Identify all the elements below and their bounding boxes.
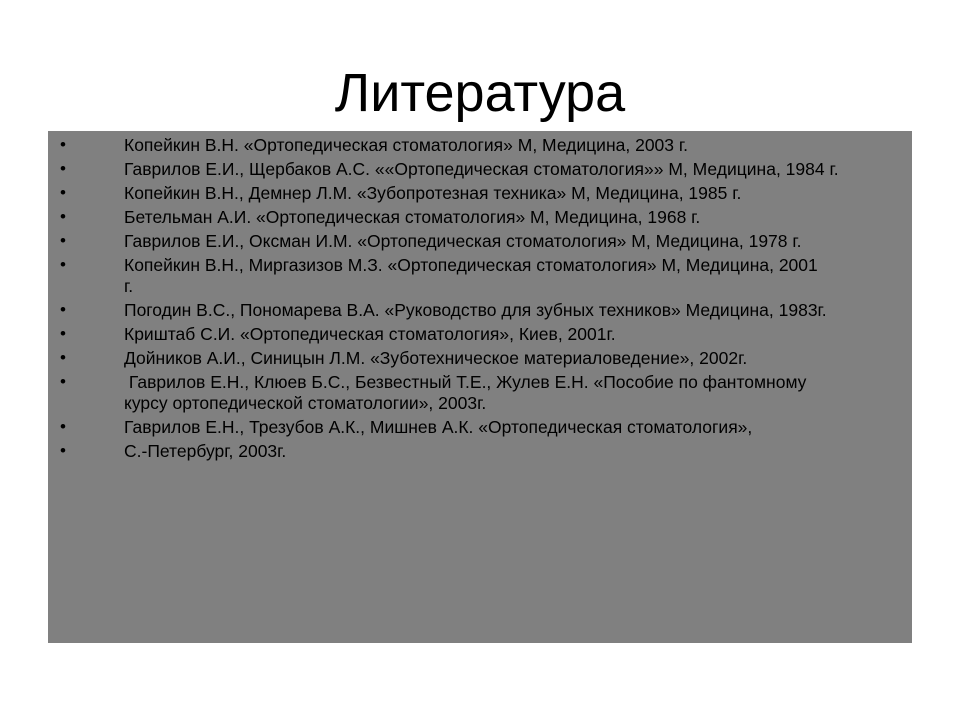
- list-item: [48, 231, 912, 252]
- list-item: [48, 135, 912, 156]
- bullet-icon: •: [60, 183, 66, 202]
- list-item: [48, 441, 912, 462]
- list-item: [48, 417, 912, 438]
- list-item: [48, 324, 912, 345]
- list-item-text: Гаврилов Е.Н., Трезубов А.К., Мишнев А.К. «Ортопедическая стоматология»,: [124, 417, 753, 437]
- bullet-icon: •: [60, 324, 66, 343]
- list-item-text: Бетельман А.И. «Ортопедическая стоматология» М, Медицина, 1968 г.: [124, 207, 701, 227]
- bibliography-list: [48, 135, 912, 465]
- list-item: [48, 348, 912, 369]
- list-item-text: Копейкин В.Н., Демнер Л.М. «Зубопротезная техника» М, Медицина, 1985 г.: [124, 183, 742, 203]
- list-item-text: Копейкин В.Н., Миргазизов М.З. «Ортопедическая стоматология» М, Медицина, 2001 г.: [124, 255, 818, 296]
- list-item: [48, 183, 912, 204]
- bullet-icon: •: [60, 441, 66, 460]
- list-item-text: Дойников А.И., Синицын Л.М. «Зуботехническое материаловедение», 2002г.: [124, 348, 748, 368]
- list-item-text: С.-Петербург, 2003г.: [124, 441, 287, 461]
- bullet-icon: •: [60, 159, 66, 178]
- bullet-icon: •: [60, 372, 66, 391]
- bullet-icon: •: [60, 417, 66, 436]
- list-item: [48, 255, 912, 297]
- list-item-text: Криштаб С.И. «Ортопедическая стоматология», Киев, 2001г.: [124, 324, 616, 344]
- list-item-text: Копейкин В.Н. «Ортопедическая стоматология» М, Медицина, 2003 г.: [124, 135, 688, 155]
- list-item-text: Гаврилов Е.И., Щербаков А.С. ««Ортопедическая стоматология»» М, Медицина, 1984 г.: [124, 159, 839, 179]
- bullet-icon: •: [60, 135, 66, 154]
- bullet-icon: •: [60, 255, 66, 274]
- bullet-icon: •: [60, 348, 66, 367]
- list-item: [48, 372, 912, 414]
- list-item-text: Погодин В.С., Пономарева В.А. «Руководство для зубных техников» Медицина, 1983г.: [124, 300, 827, 320]
- bullet-icon: •: [60, 231, 66, 250]
- list-item: [48, 300, 912, 321]
- bullet-icon: •: [60, 207, 66, 226]
- content-box: [48, 131, 912, 643]
- list-item: [48, 159, 912, 180]
- list-item-text: Гаврилов Е.Н., Клюев Б.С., Безвестный Т.Е., Жулев Е.Н. «Пособие по фантомному курсу ортопедической стоматологии», 2003г.: [124, 372, 812, 413]
- list-item-text: Гаврилов Е.И., Оксман И.М. «Ортопедическая стоматология» М, Медицина, 1978 г.: [124, 231, 802, 251]
- slide-title: Литература: [334, 63, 626, 123]
- list-item: [48, 207, 912, 228]
- bullet-icon: •: [60, 300, 66, 319]
